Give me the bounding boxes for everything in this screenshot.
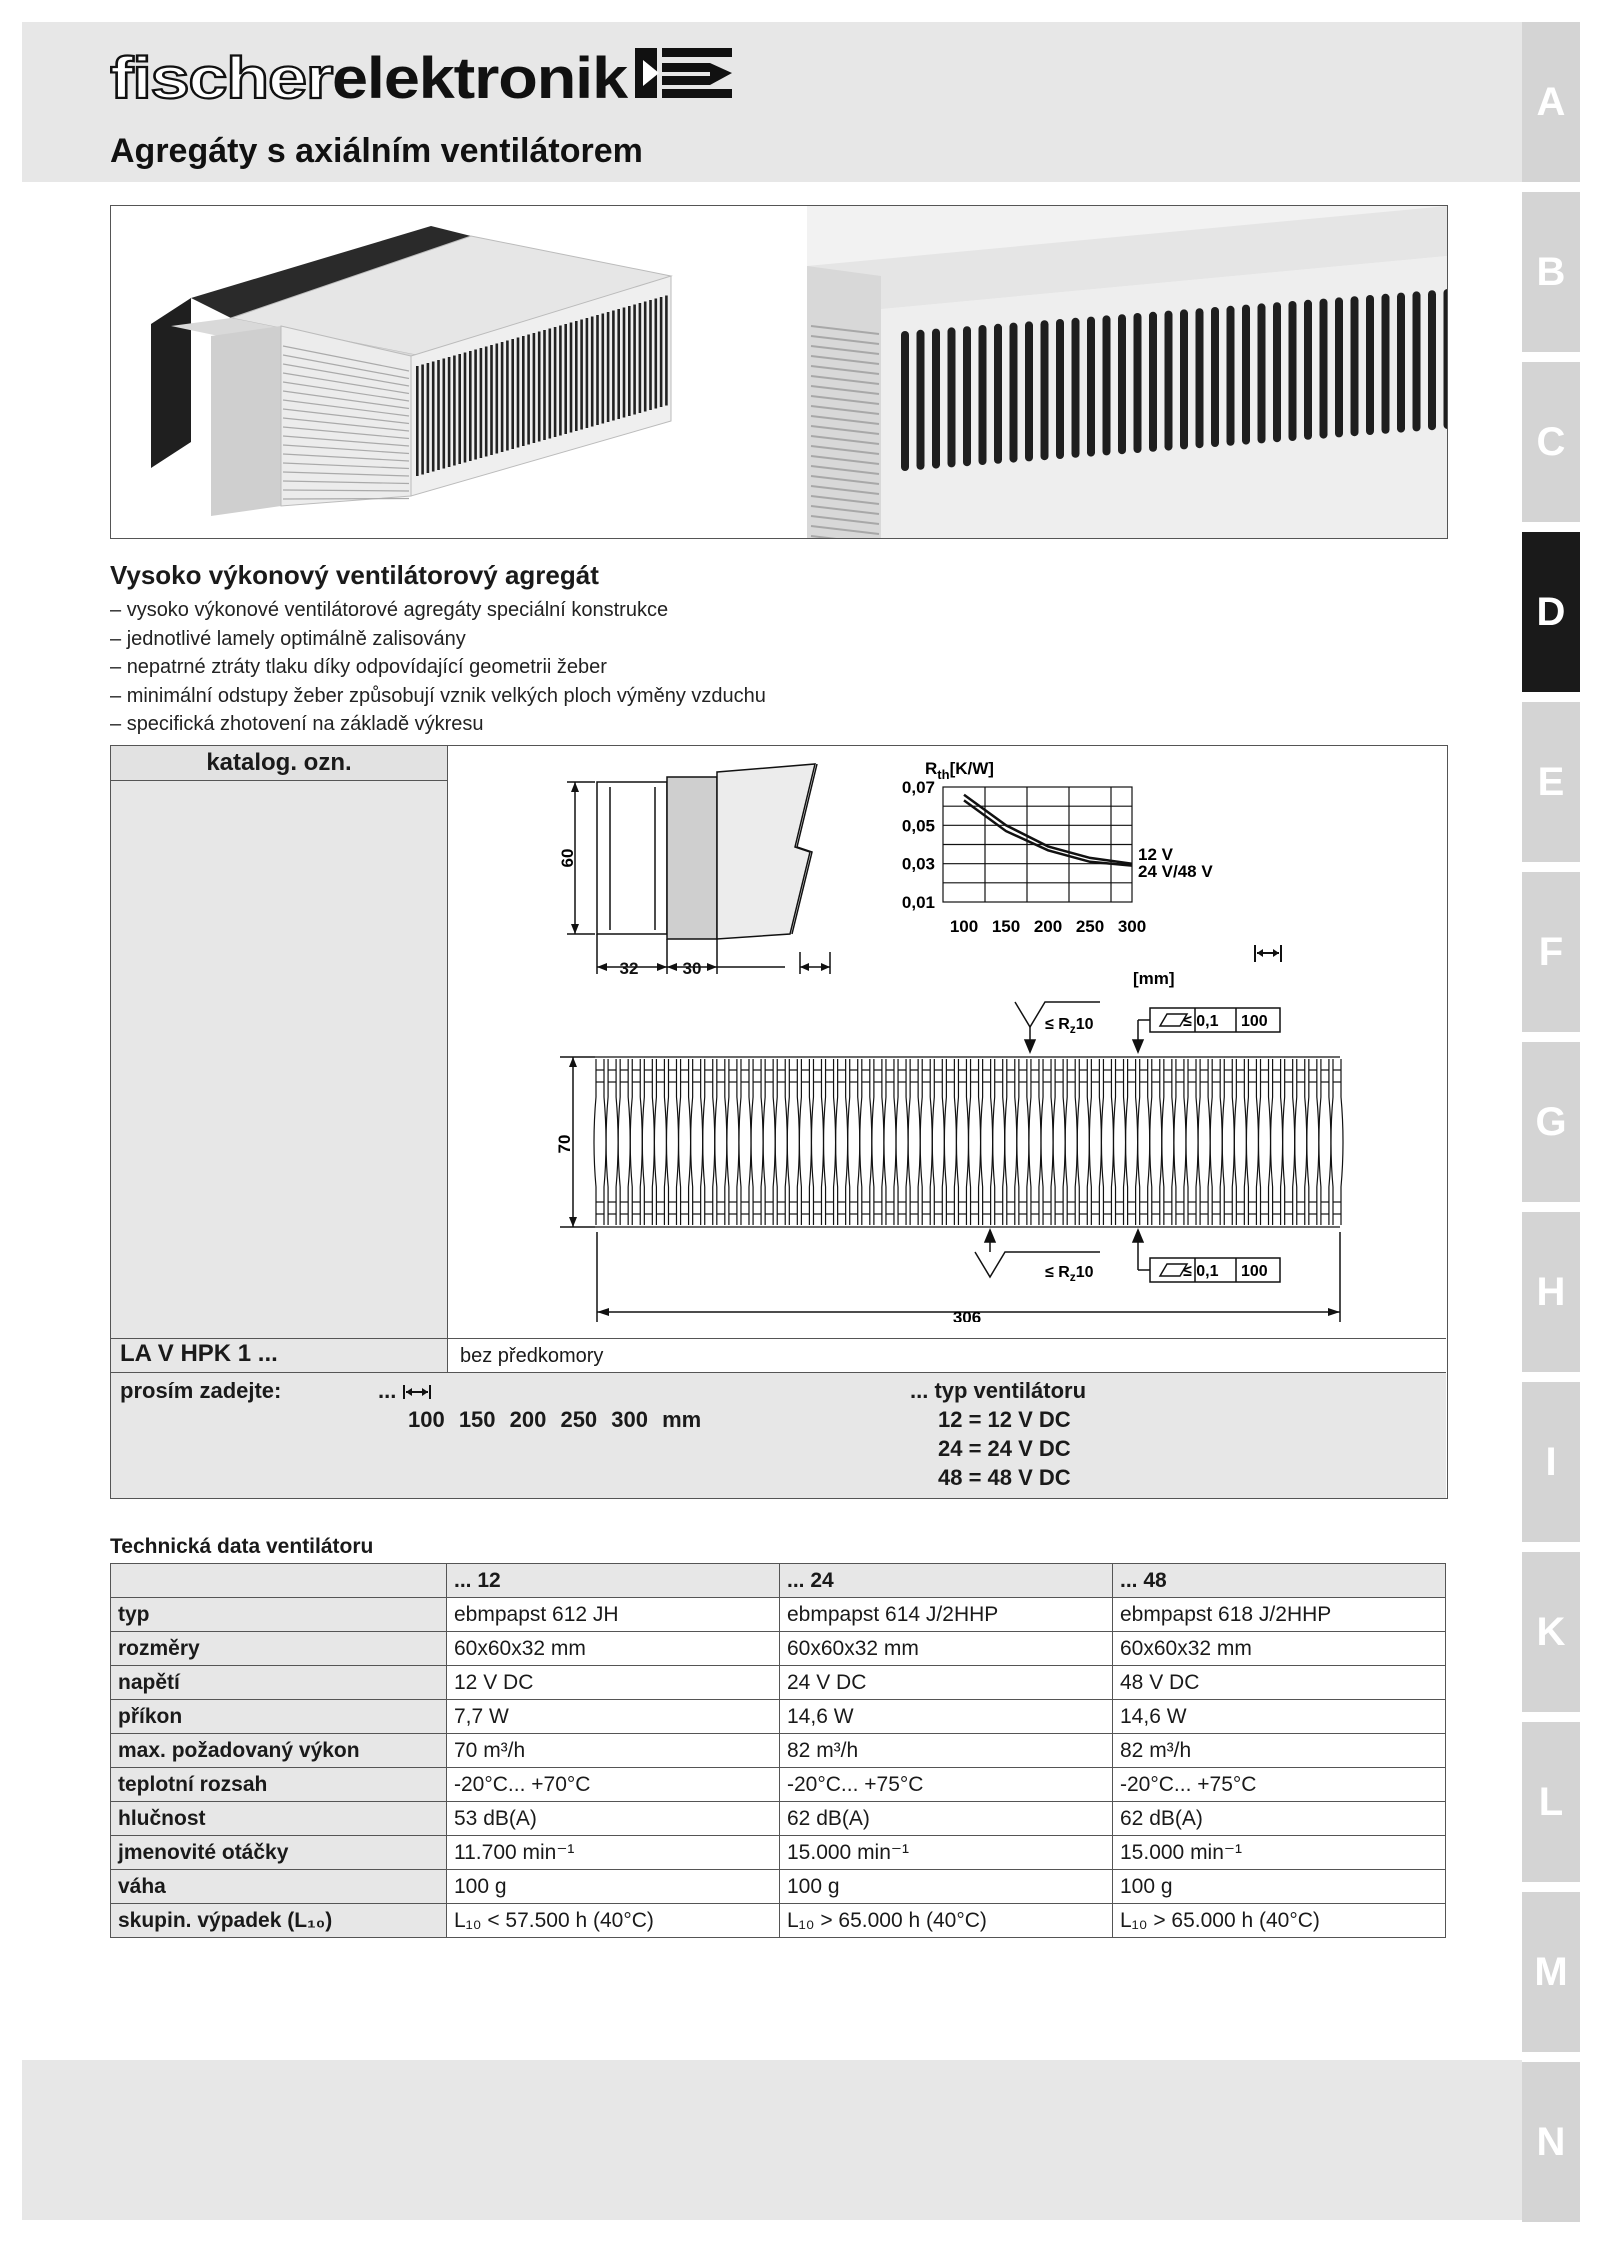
photo-fin [570, 323, 573, 433]
length-arrow-icon [402, 1383, 432, 1401]
section-fin [969, 1059, 981, 1225]
dim-height-70: 70 [555, 1134, 574, 1154]
photo-fin [533, 333, 536, 443]
section-fin [1041, 1059, 1053, 1225]
fan-option-24: 24 = 24 V DC [938, 1436, 1071, 1461]
column-header: ... 48 [1113, 1564, 1446, 1598]
table-row [111, 1904, 1446, 1938]
section-fin [848, 1059, 860, 1225]
closeup-fin [979, 325, 987, 465]
flatness-ref-top: 100 [1241, 1013, 1268, 1030]
closeup-fin [1196, 308, 1204, 448]
table-cell: 11.700 min⁻¹ [447, 1836, 780, 1870]
photo-fin [443, 359, 446, 469]
table-cell: L₁₀ > 65.000 h (40°C) [780, 1904, 1113, 1938]
section-fin [787, 1059, 799, 1225]
section-fin [715, 1059, 727, 1225]
features-heading: Vysoko výkonový ventilátorový agregát [110, 560, 599, 590]
photo-fin [617, 309, 620, 419]
svg-text:fischer: fischer [110, 46, 333, 110]
section-fin [654, 1059, 666, 1225]
section-fin [1319, 1059, 1331, 1225]
table-cell: 100 g [447, 1870, 780, 1904]
photo-fin [469, 351, 472, 461]
flatness-top: ≤ 0,1 [1183, 1013, 1219, 1030]
row-label: jmenovité otáčky [111, 1836, 447, 1870]
closeup-fin [1227, 306, 1235, 446]
x-tick-label: 150 [991, 917, 1021, 936]
part-description: bez předkomory [460, 1345, 604, 1367]
photo-fin [474, 350, 477, 460]
side-tab-k[interactable]: K [1522, 1552, 1580, 1712]
section-fin [932, 1059, 944, 1225]
section-fin [944, 1059, 956, 1225]
table-cell: 15.000 min⁻¹ [1113, 1836, 1446, 1870]
surface-callout-bottom [975, 1230, 1280, 1282]
series-label-12v: 12 V [1138, 844, 1173, 864]
side-tabs [1522, 22, 1580, 2232]
order-label: prosím zadejte: [120, 1378, 282, 1403]
photo-fin [564, 324, 567, 434]
row-label: hlučnost [111, 1802, 447, 1836]
closeup-fin [1444, 289, 1448, 429]
photo-fin [660, 297, 663, 407]
roughness-top: ≤ $R_z10$ [1045, 1016, 1094, 1036]
section-fin [860, 1059, 872, 1225]
section-fin [1126, 1059, 1138, 1225]
feature-item: – specifická zhotovení na základě výkresu [110, 710, 766, 739]
section-fin [775, 1059, 787, 1225]
closeup-fin [1258, 303, 1266, 443]
section-fin [1017, 1059, 1029, 1225]
closeup-fin [1134, 313, 1142, 453]
section-fin [751, 1059, 763, 1225]
section-fin [1331, 1059, 1343, 1225]
length-prefix [378, 1378, 432, 1404]
table-row [111, 1632, 1446, 1666]
photo-fin [458, 354, 461, 464]
table-cell: L₁₀ < 57.500 h (40°C) [447, 1904, 780, 1938]
table-header-row [111, 1564, 1446, 1598]
photo-fin [432, 362, 435, 472]
photo-fin [427, 363, 430, 473]
product-photo-panel [110, 205, 1448, 539]
table-cell: 12 V DC [447, 1666, 780, 1700]
table-cell: 100 g [1113, 1870, 1446, 1904]
photo-fin [506, 341, 509, 451]
table-cell: 62 dB(A) [780, 1802, 1113, 1836]
order-band [111, 1372, 1446, 1498]
section-fin [811, 1059, 823, 1225]
tech-data-table [110, 1563, 1446, 1938]
section-fin [1089, 1059, 1101, 1225]
closeup-fin [1366, 295, 1374, 435]
photo-fin [602, 314, 605, 424]
photo-fin [649, 300, 652, 410]
closeup-fin [1165, 311, 1173, 451]
section-fin [594, 1059, 606, 1225]
side-tab-e[interactable]: E [1522, 702, 1580, 862]
x-tick-label: 100 [949, 917, 979, 936]
photo-fin [623, 308, 626, 418]
side-tab-d[interactable]: D [1522, 532, 1580, 692]
section-fin [1259, 1059, 1271, 1225]
technical-drawing [555, 752, 1345, 1322]
feature-item: – nepatrné ztráty tlaku díky odpovídající geometrii žeber [110, 653, 766, 682]
photo-fin [549, 329, 552, 439]
side-tab-a[interactable]: A [1522, 22, 1580, 182]
length-prefix-dots: ... [378, 1378, 397, 1403]
section-fin [884, 1059, 896, 1225]
photo-fin [559, 326, 562, 436]
photo-fin [633, 305, 636, 415]
table-cell: 15.000 min⁻¹ [780, 1836, 1113, 1870]
photo-fin [580, 320, 583, 430]
rth-label: $R_{th}[K/W]$ [925, 759, 994, 782]
section-fin [1246, 1059, 1258, 1225]
photo-fin [538, 332, 541, 442]
side-tab-l[interactable]: L [1522, 1722, 1580, 1882]
header-empty-cell [111, 1564, 447, 1598]
table-cell: ebmpapst 618 J/2HHP [1113, 1598, 1446, 1632]
side-tab-g[interactable]: G [1522, 1042, 1580, 1202]
table-cell: -20°C... +75°C [780, 1768, 1113, 1802]
column-header: ... 24 [780, 1564, 1113, 1598]
section-fin [1186, 1059, 1198, 1225]
closeup-fin [1413, 291, 1421, 431]
side-tab-f[interactable]: F [1522, 872, 1580, 1032]
section-fin [1271, 1059, 1283, 1225]
photo-fin [453, 356, 456, 466]
closeup-fin [1382, 294, 1390, 434]
photo-fin [665, 296, 668, 406]
logo-arrow-mark [635, 48, 732, 98]
photo-fin [421, 365, 424, 475]
table-cell: 53 dB(A) [447, 1802, 780, 1836]
photo-fin [607, 312, 610, 422]
table-cell: -20°C... +70°C [447, 1768, 780, 1802]
dim-32: 32 [619, 959, 639, 978]
photo-fin [480, 348, 483, 458]
closeup-fin [1397, 293, 1405, 433]
closeup-fin [963, 326, 971, 466]
section-fin [1114, 1059, 1126, 1225]
section-fin [1283, 1059, 1295, 1225]
heatsink-closeup-photo [807, 206, 1447, 538]
closeup-fin [1103, 315, 1111, 455]
table-cell: ebmpapst 614 J/2HHP [780, 1598, 1113, 1632]
section-fin [1210, 1059, 1222, 1225]
table-row [111, 1666, 1446, 1700]
row-label: teplotní rozsah [111, 1768, 447, 1802]
table-cell: 62 dB(A) [1113, 1802, 1446, 1836]
part-code: LA V HPK 1 ... [120, 1340, 278, 1367]
section-fin [1077, 1059, 1089, 1225]
photo-fin [496, 344, 499, 454]
section-fin [1162, 1059, 1174, 1225]
closeup-fin [1242, 305, 1250, 445]
catalog-left-column [111, 746, 448, 1370]
section-fin [1005, 1059, 1017, 1225]
series-label-24-48v: 24 V/48 V [1138, 861, 1213, 881]
table-row [111, 1700, 1446, 1734]
row-label: skupin. výpadek (L₁₀) [111, 1904, 447, 1938]
side-tab-n[interactable]: N [1522, 2062, 1580, 2222]
section-fin [896, 1059, 908, 1225]
row-label: napětí [111, 1666, 447, 1700]
section-fin [1029, 1059, 1041, 1225]
photo-fin [655, 299, 658, 409]
section-fin [993, 1059, 1005, 1225]
photo-fin [485, 347, 488, 457]
section-fin [1234, 1059, 1246, 1225]
section-fin [836, 1059, 848, 1225]
section-fin [908, 1059, 920, 1225]
table-cell: 82 m³/h [1113, 1734, 1446, 1768]
table-row [111, 1870, 1446, 1904]
product-photo [111, 206, 1447, 538]
table-row [111, 1768, 1446, 1802]
fan-type-heading: ... typ ventilátoru [910, 1378, 1087, 1403]
section-fin [763, 1059, 775, 1225]
roughness-bottom: ≤ $R_z10$ [1045, 1264, 1094, 1284]
closeup-fin [1072, 318, 1080, 458]
section-fin [920, 1059, 932, 1225]
dim-height-60: 60 [558, 848, 577, 868]
row-label: příkon [111, 1700, 447, 1734]
photo-fin [596, 315, 599, 425]
length-values: 100 150 200 250 300 mm [408, 1407, 702, 1432]
section-fin [872, 1059, 884, 1225]
photo-fin [591, 317, 594, 427]
photo-fin [639, 303, 642, 413]
dim-30: 30 [682, 959, 702, 978]
x-tick-label: 300 [1117, 917, 1147, 936]
section-fin [630, 1059, 642, 1225]
table-cell: 7,7 W [447, 1700, 780, 1734]
y-tick-label: 0,07 [901, 778, 935, 797]
x-tick-label: 250 [1075, 917, 1105, 936]
section-fin [1174, 1059, 1186, 1225]
photo-fin [511, 339, 514, 449]
feature-item: – jednotlivé lamely optimálně zalisovány [110, 625, 766, 654]
section-fin [1198, 1059, 1210, 1225]
photo-fin [490, 345, 493, 455]
section-fin [618, 1059, 630, 1225]
closeup-fin [1041, 320, 1049, 460]
table-row [111, 1836, 1446, 1870]
side-view [567, 764, 830, 974]
section-fin [1065, 1059, 1077, 1225]
closeup-fin [948, 327, 956, 467]
section-fin [1295, 1059, 1307, 1225]
section-fin [606, 1059, 618, 1225]
table-cell: L₁₀ > 65.000 h (40°C) [1113, 1904, 1446, 1938]
section-fin [1053, 1059, 1065, 1225]
section-fin [1222, 1059, 1234, 1225]
photo-fin [437, 360, 440, 470]
closeup-fin [1304, 300, 1312, 440]
heatsink-unit-photo [151, 226, 671, 516]
page-title: Agregáty s axiálním ventilátorem [110, 132, 643, 170]
section-fin [1307, 1059, 1319, 1225]
row-label: max. požadovaný výkon [111, 1734, 447, 1768]
photo-fin [575, 321, 578, 431]
closeup-fin [1428, 290, 1436, 430]
tech-table-title: Technická data ventilátoru [110, 1535, 374, 1558]
closeup-fin [994, 324, 1002, 464]
table-row [111, 1734, 1446, 1768]
column-header: ... 12 [447, 1564, 780, 1598]
side-tab-b[interactable]: B [1522, 192, 1580, 352]
table-cell: 14,6 W [780, 1700, 1113, 1734]
series-line-1 [964, 795, 1132, 864]
section-fin [727, 1059, 739, 1225]
x-tick-label: 200 [1033, 917, 1063, 936]
photo-fin [586, 318, 589, 428]
side-tab-c[interactable]: C [1522, 362, 1580, 522]
closeup-fin [1056, 319, 1064, 459]
section-fin [1101, 1059, 1113, 1225]
table-cell: 48 V DC [1113, 1666, 1446, 1700]
photo-fin [644, 302, 647, 412]
series-line-0 [964, 800, 1132, 865]
section-fin [703, 1059, 715, 1225]
section-fin [799, 1059, 811, 1225]
side-tab-h[interactable]: H [1522, 1212, 1580, 1372]
closeup-fin [1335, 297, 1343, 437]
side-tab-i[interactable]: I [1522, 1382, 1580, 1542]
dim-width-306: 306 [952, 1308, 982, 1322]
row-label: váha [111, 1870, 447, 1904]
photo-fin [416, 366, 419, 476]
table-cell: 100 g [780, 1870, 1113, 1904]
table-cell: 60x60x32 mm [1113, 1632, 1446, 1666]
features-list [110, 596, 766, 739]
photo-fin [522, 336, 525, 446]
table-cell: -20°C... +75°C [1113, 1768, 1446, 1802]
closeup-fin [1180, 309, 1188, 449]
closeup-fin [1211, 307, 1219, 447]
section-fin [666, 1059, 678, 1225]
flatness-ref-bottom: 100 [1241, 1263, 1268, 1280]
rth-chart [902, 759, 1281, 988]
section-fin [739, 1059, 751, 1225]
side-tab-m[interactable]: M [1522, 1892, 1580, 2052]
closeup-fin [1010, 323, 1018, 463]
closeup-fin [1351, 296, 1359, 436]
table-cell: ebmpapst 612 JH [447, 1598, 780, 1632]
closeup-fin [1118, 314, 1126, 454]
closeup-fin [1087, 317, 1095, 457]
photo-fin [501, 342, 504, 452]
table-cell: 82 m³/h [780, 1734, 1113, 1768]
section-fin [679, 1059, 691, 1225]
section-fin [981, 1059, 993, 1225]
closeup-fin [1320, 299, 1328, 439]
section-fin [824, 1059, 836, 1225]
fan-option-12: 12 = 12 V DC [938, 1407, 1071, 1432]
closeup-fin [917, 330, 925, 470]
catalog-header-label: katalog. ozn. [111, 746, 447, 781]
table-cell: 70 m³/h [447, 1734, 780, 1768]
table-cell: 14,6 W [1113, 1700, 1446, 1734]
svg-text:elektronik: elektronik [332, 46, 629, 110]
row-label: typ [111, 1598, 447, 1632]
table-cell: 60x60x32 mm [447, 1632, 780, 1666]
feature-item: – vysoko výkonové ventilátorové agregáty speciální konstrukce [110, 596, 766, 625]
closeup-fin [1025, 321, 1033, 461]
closeup-fin [1149, 312, 1157, 452]
section-fin [642, 1059, 654, 1225]
brand-logo [110, 38, 740, 110]
feature-item: – minimální odstupy žeber způsobují vznik velkých ploch výměny vzduchu [110, 682, 766, 711]
table-cell: 24 V DC [780, 1666, 1113, 1700]
y-tick-label: 0,05 [901, 816, 935, 836]
y-tick-label: 0,01 [901, 893, 935, 912]
photo-fin [517, 338, 520, 448]
photo-fin [464, 353, 467, 463]
photo-fin [628, 306, 631, 416]
row-label: rozměry [111, 1632, 447, 1666]
closeup-fin [1289, 301, 1297, 441]
closeup-fin [901, 331, 909, 471]
section-fin [1138, 1059, 1150, 1225]
x-unit: [mm] [1133, 969, 1175, 988]
photo-fin [554, 327, 557, 437]
closeup-fin [932, 329, 940, 469]
photo-groove [283, 499, 409, 500]
section-fin [691, 1059, 703, 1225]
table-row [111, 1802, 1446, 1836]
table-cell: 60x60x32 mm [780, 1632, 1113, 1666]
fan-option-48: 48 = 48 V DC [938, 1465, 1071, 1490]
photo-fin [543, 330, 546, 440]
flatness-bottom: ≤ 0,1 [1183, 1263, 1219, 1280]
photo-fin [527, 335, 530, 445]
photo-fin [448, 357, 451, 467]
section-fin [956, 1059, 968, 1225]
photo-fin [612, 311, 615, 421]
y-tick-label: 0,03 [901, 854, 935, 874]
table-row [111, 1598, 1446, 1632]
closeup-fin [1273, 302, 1281, 442]
section-fin [1150, 1059, 1162, 1225]
footer-band [22, 2060, 1522, 2220]
